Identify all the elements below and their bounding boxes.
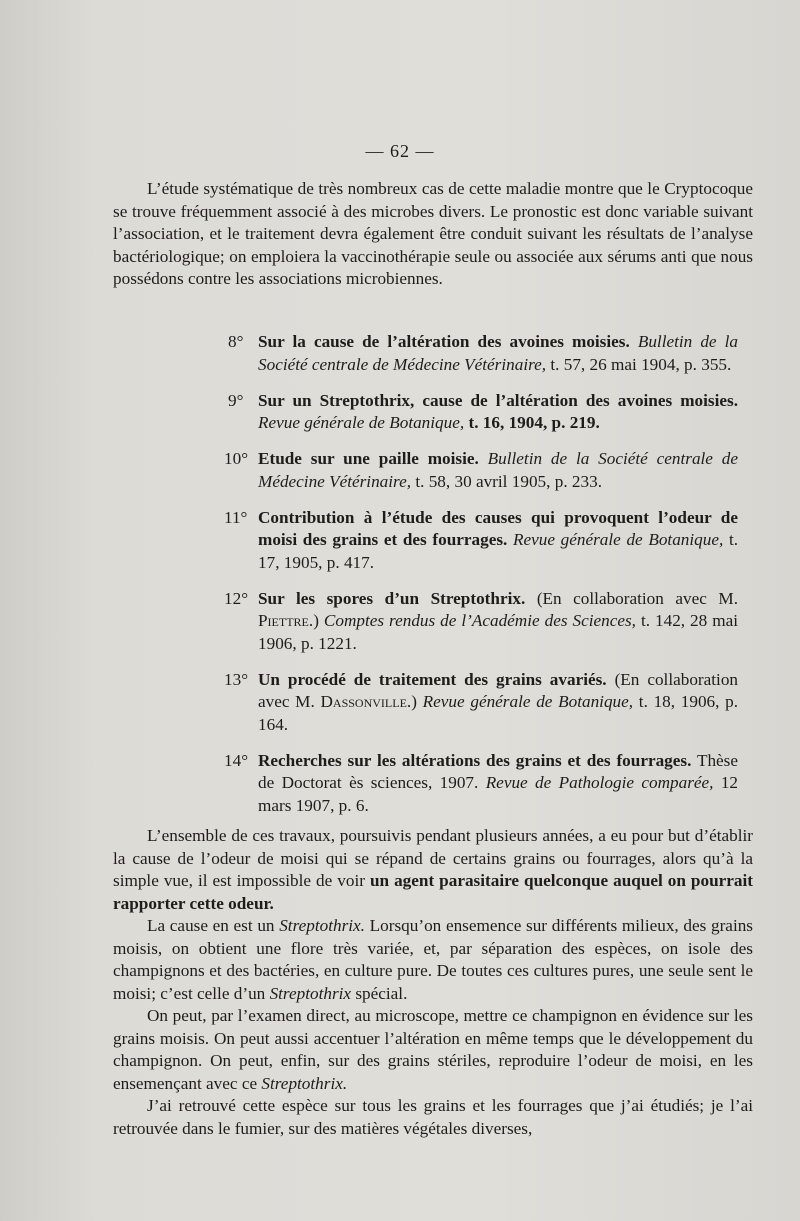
entry-details: t. 57, 26 mai 1904, p. 355. — [550, 354, 732, 374]
entry-collab-suffix: .) — [308, 611, 319, 630]
body-text-span: On peut, par l’examen direct, au microscope, mettre ce champignon en évidence sur les grains moisis. On peut aussi accentuer l’altération en même temps que le développement du champignon. On peut, enfin, sur des grains stériles, reproduire l’odeur de moisi, en les ensemençant avec ce — [113, 1006, 753, 1093]
entry-details: t. 16, 1904, p. 219. — [468, 413, 600, 432]
body-text-block — [113, 825, 753, 1140]
entry-number: 10° — [224, 449, 249, 468]
body-text-span: Lorsqu’on ensemence sur différents milieux, des grains moisis, on obtient une flore très variée, et, par séparation des espèces, on isole des champignons et des bactéries, en culture pure. De toutes ces cultures pures, une seule sent le moisi; c’est celle d’un — [113, 916, 753, 1003]
entry-collab-suffix: .) — [406, 692, 417, 711]
bibliography-entry-8 — [228, 331, 738, 376]
entry-collab-name: Piettre — [258, 611, 309, 630]
entry-details: t. 142, 28 mai 1906, p. 1221. — [258, 611, 738, 653]
entry-number: 8° — [228, 332, 244, 351]
entry-journal: Revue de Pathologie comparée, — [485, 773, 714, 792]
body-paragraph-3 — [113, 1005, 753, 1095]
entry-details: t. 18, 1906, p. 164. — [258, 692, 739, 734]
entry-details: 12 mars 1907, p. 6. — [258, 773, 738, 815]
entry-title: Recherches sur les altérations des grains et des fourrages. — [258, 750, 692, 770]
body-bold-span: un agent parasitaire quelconque auquel on pourrait rapporter cette odeur. — [113, 871, 753, 913]
body-italic-span: Streptothrix. — [279, 916, 365, 935]
entry-number: 11° — [224, 507, 248, 527]
entry-journal: Revue générale de Botanique, — [258, 413, 465, 432]
entry-journal: Bulletin de la Société centrale de Médecine Vétérinaire, — [258, 332, 738, 374]
body-text-span: La cause en est un — [147, 916, 280, 935]
entry-title: Contribution à l’étude des causes qui provoquent l’odeur de moisi des grains et des fourrages. — [258, 507, 738, 549]
body-paragraph-4: J’ai retrouvé cette espèce sur tous les grains et les fourrages que j’ai étudiés; je l’ai retrouvée dans le fumier, sur des matières végétales diverses, — [113, 1096, 753, 1138]
entry-number: 12° — [224, 588, 249, 608]
entry-title: Sur la cause de l’altération des avoines moisies. — [258, 332, 630, 351]
entry-title: Sur un Streptothrix, cause de l’altération des avoines moisies. — [258, 390, 738, 410]
intro-paragraph: L’étude systématique de très nombreux cas de cette maladie montre que le Cryptocoque se trouve fréquemment associé à des microbes divers. Le pronostic est donc variable suivant l’association, et le traitement devra également être conduit suivant les résultats de l’analyse bactériologique; on emploiera la vaccinothérapie seule ou associée aux sérums anti que nous possédons contre les associations microbiennes. — [113, 179, 753, 288]
entry-collab-prefix: (En collaboration avec M. — [536, 588, 738, 608]
body-text-span: spécial. — [351, 983, 408, 1003]
entry-journal: Revue générale de Botanique, — [513, 530, 724, 549]
entry-number: 13° — [224, 669, 249, 689]
entry-details: t. 17, 1905, p. 417. — [258, 530, 739, 572]
entry-journal: Comptes rendus de l’Académie des Sciences, — [323, 611, 636, 630]
entry-collab-prefix: (En collaboration avec M. — [258, 669, 739, 711]
page-number: — 62 — — [365, 141, 435, 161]
entry-number: 14° — [224, 750, 249, 770]
body-italic-span: Streptothrix. — [261, 1073, 348, 1093]
bibliography-entry-9 — [228, 390, 738, 435]
entry-title: Etude sur une paille moisie. — [258, 449, 479, 468]
entry-details: t. 58, 30 avril 1905, p. 233. — [415, 471, 602, 491]
bibliography-entry-14 — [224, 750, 738, 818]
body-text-span: L’ensemble de ces travaux, poursuivis pendant plusieurs années, a eu pour but d’établir la cause de l’odeur de moisi qui se répand de certains grains ou fourrages, alors qu’à la simple vue, il est impossible de voir — [113, 826, 753, 890]
bibliography-entry-13 — [224, 669, 739, 737]
entry-collab-name: Dassonville — [320, 692, 407, 711]
body-italic-span: Streptothrix — [269, 983, 352, 1003]
bibliography-entry-11 — [224, 507, 739, 575]
entry-pre-journal: Thèse de Doctorat ès sciences, 1907. — [258, 750, 738, 792]
bibliography-entry-12 — [224, 588, 738, 656]
entry-title: Un procédé de traitement des grains avariés. — [258, 669, 607, 689]
entry-journal: Bulletin de la Société centrale de Médecine Vétérinaire, — [258, 449, 739, 491]
bibliography-entry-10 — [224, 448, 739, 493]
bibliography-list — [224, 331, 739, 831]
entry-title: Sur les spores d’un Streptothrix. — [258, 588, 526, 608]
body-paragraph-1 — [113, 825, 753, 915]
intro-paragraph-block — [113, 178, 753, 291]
body-paragraph-2 — [113, 915, 753, 1005]
entry-journal: Revue générale de Botanique, — [422, 692, 634, 711]
entry-number: 9° — [228, 390, 244, 410]
